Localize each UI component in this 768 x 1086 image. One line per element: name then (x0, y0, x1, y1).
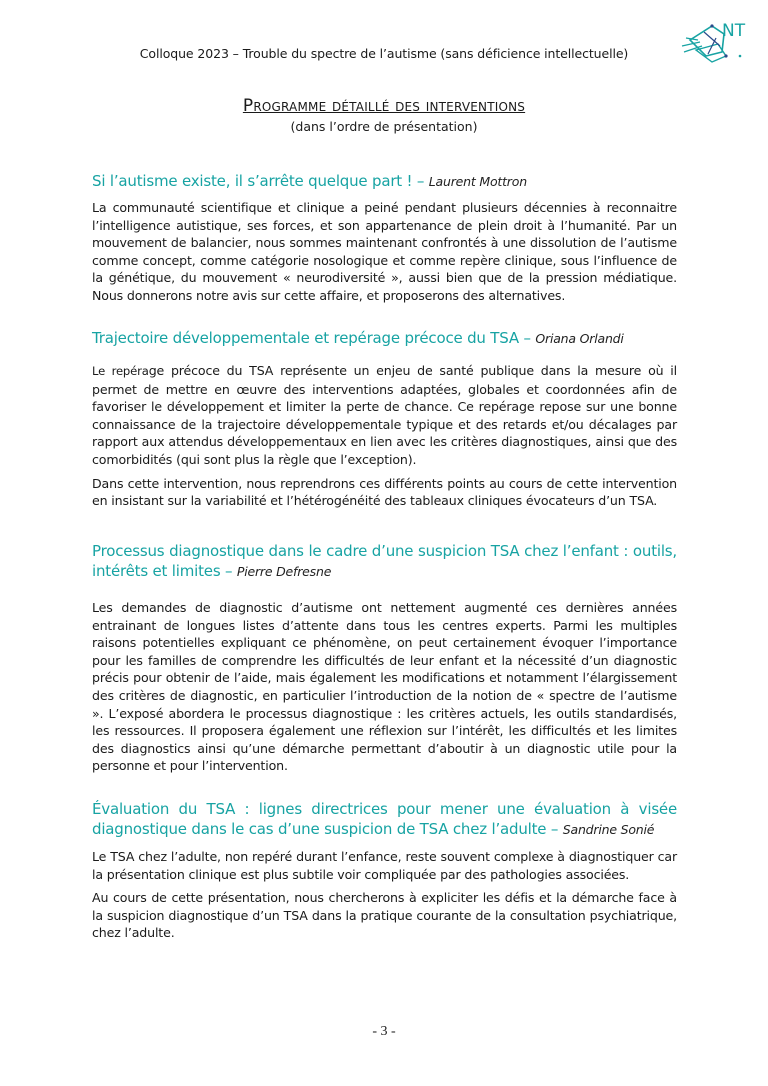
section-separator: – (518, 329, 536, 347)
section-paragraph: Dans cette intervention, nous reprendrons ces différents points au cours de cette intervention en insistant sur la variabilité et l’hétérogénéité des tableaux cliniques évocateurs d’un TSA. (92, 475, 677, 509)
section-heading: Processus diagnostique dans le cadre d’une suspicion TSA chez l’enfant : outils, intérêts et limites (92, 542, 677, 580)
section-paragraph: Au cours de cette présentation, nous chercherons à expliciter les défis et la démarche face à la suspicion diagnostique d’un TSA dans la pratique courante de la consultation psychiatrique, chez l’adulte. (92, 890, 677, 941)
section-author: Laurent Mottron (428, 174, 527, 189)
section-heading: Si l’autisme existe, il s’arrête quelque part ! (92, 172, 413, 190)
section-2 (92, 328, 677, 510)
logo-icon (676, 16, 752, 74)
page-number: - 3 - (372, 1024, 396, 1039)
running-header: Colloque 2023 – Trouble du spectre de l’autisme (sans déficience intellectuelle) (139, 46, 629, 61)
section-paragraph: Le TSA chez l’adulte, non repéré durant l’enfance, reste souvent complexe à diagnostiquer car la présentation clinique est plus subtile voir compliquée par des pathologies associées. (92, 849, 677, 882)
section-paragraph (92, 362, 677, 469)
section-title (92, 541, 677, 582)
section-3 (92, 541, 677, 775)
logo-text: NT (722, 21, 746, 41)
paragraph-body: ge précoce du TSA représente un enjeu de santé publique dans la mesure où il permet de mettre en œuvre des interventions adaptées, globales et coordonnées afin de favoriser le développement et limiter la perte de chance. Ce repérage repose sur une bonne connaissance de la trajectoire développementale typique et des retards et/ou décalages par rapport aux attendus développementaux en lien avec les critères diagnostiques, ainsi que des comorbidités (qui sont plus la règle que l’exception). (92, 363, 678, 467)
section-author: Oriana Orlandi (535, 331, 624, 346)
page-title: Programme détaillé des interventions (242, 96, 526, 116)
section-paragraph: Les demandes de diagnostic d’autisme ont nettement augmenté ces dernières années entrainant de longues listes d’attente dans tous les centres experts. Parmi les multiples raisons potentielles expliquant ce phénomène, on peut certainement évoquer l’importance pour les familles de comprendre les difficultés de leur enfant et la nécessité d’un diagnostic précis pour obtenir de l’aide, mais également les modifications et notamment l’élargissement des critères de diagnostic, en particulier l’introduction de la notion de « spectre de l’autisme ». L’exposé abordera le processus diagnostique : les critères actuels, les outils standardisés, les ressources. Il proposera également une réflexion sur l’intérêt, les difficultés et les limites des diagnostics ainsi qu’une démarche permettant d’aboutir à un diagnostic utile pour la personne et pour l’intervention. (92, 600, 677, 774)
section-heading: Trajectoire développementale et repérage précoce du TSA (92, 329, 519, 347)
section-4 (92, 799, 677, 942)
section-1 (92, 171, 677, 305)
section-heading: Évaluation du TSA : lignes directrices pour mener une évaluation à visée diagnostique dans le cas d’une suspicion de TSA chez l’adulte (92, 800, 677, 838)
section-title (92, 328, 677, 349)
paragraph-lead: Le repéra (92, 364, 149, 378)
section-separator: – (412, 172, 429, 190)
section-author: Pierre Defresne (236, 564, 332, 579)
section-separator: – (546, 820, 563, 838)
page-subtitle: (dans l’ordre de présentation) (290, 119, 478, 134)
section-paragraph: La communauté scientifique et clinique a peiné pendant plusieurs décennies à reconnaitre l’intelligence autistique, ses forces, et son appartenance de plein droit à l’humanité. Par un mouvement de balancier, nous sommes maintenant confrontés à une dissolution de l’autisme comme concept, comme catégorie nosologique et comme repère clinique, sous l’influence de la génétique, du mouvement « neurodiversité », aussi bien que de la pression médiatique. Nous donnerons notre avis sur cette affaire, et proposerons des alternatives. (92, 200, 677, 303)
section-title (92, 799, 677, 840)
section-separator: – (220, 562, 237, 580)
section-author: Sandrine Sonié (562, 822, 655, 837)
section-title (92, 171, 677, 192)
